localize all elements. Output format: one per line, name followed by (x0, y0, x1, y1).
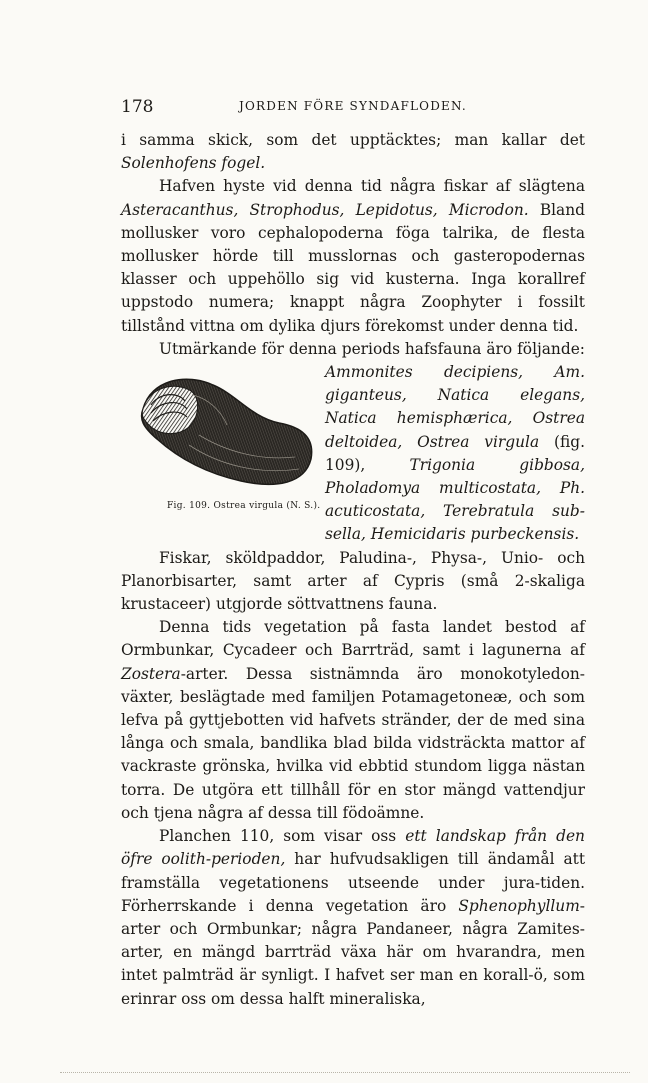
paragraph-2-text-a: Hafven hyste vid denna tid några fiskar af slägtena (159, 177, 585, 196)
figure-caption: Fig. 109. Ostrea virgula (N. S.). (167, 501, 321, 512)
body-text (121, 129, 585, 1011)
paragraph-5-italic: Zostera (121, 664, 181, 683)
page-header (121, 97, 581, 119)
paragraph-6-text-b: har hufvudsakligen till ändamål att framställa vegetationens utseende under jura-tiden. Förherrskande i denna vegetation äro (121, 850, 586, 915)
figure-109 (121, 363, 319, 523)
paragraph-2 (121, 175, 585, 337)
paragraph-3-italic-b: Trigonia gibbosa, Pholadomya multicostata, Ph. acuticostata, Terebratula subsella, Hemicidaris purbeckensis. (325, 455, 586, 544)
paragraph-5-text-b: -arter. Dessa sistnämnda äro monokotyledon-växter, beslägtade med familjen Potamagetoneæ, och som lefva på gyttjebotten vid hafvets stränder, der de med sina långa och smala, bandlika blad bilda vidsträckta mattor af vackraste grönska, hvilka vid ebbtid stundom ligga nästan torra. De utgöra ett tillhåll för en stor mängd vattendjur och tjena några af dessa till födoämne. (121, 664, 585, 822)
running-head: JORDEN FÖRE SYNDAFLODEN. (239, 99, 467, 113)
paragraph-5 (121, 616, 585, 825)
paragraph-3-text-b: (fig. 109), (325, 432, 585, 474)
paragraph-2-italic: Asteracanthus, Strophodus, Lepidotus, Microdon. (121, 200, 529, 219)
paragraph-6-italic-a: ett landskap från den öfre oolith-perioden, (121, 827, 585, 869)
paragraph-1 (121, 129, 585, 175)
paragraph-4 (121, 547, 585, 617)
paragraph-6-italic-b: Sphenophyllum (458, 896, 580, 915)
paragraph-4-text: Fiskar, sköldpaddor, Paludina-, Physa-, Unio- och Planorbisarter, samt arter af Cypris (små 2-skaliga krustaceer) utgjorde söttvattnens fauna. (121, 548, 585, 614)
paragraph-3-italic-a: Ammonites decipiens, Am. giganteus, Natica elegans, Natica hemisphærica, Ostrea deltoidea, Ostrea virgula (325, 363, 585, 451)
paragraph-3 (121, 338, 585, 547)
page-edge-rule (60, 1072, 630, 1073)
paragraph-6-text-a: Planchen 110, som visar oss (159, 827, 406, 846)
paragraph-6 (121, 825, 585, 1011)
paragraph-5-text-a: Denna tids vegetation på fasta landet bestod af Ormbunkar, Cycadeer och Barrträd, samt i lagunerna af (121, 618, 585, 660)
paragraph-1-italic: Solenhofens fogel. (121, 154, 266, 173)
paragraph-6-text-c: -arter och Ormbunkar; några Pandaneer, några Zamites-arter, en mängd barrträd växa här om hvarandra, men intet palmträd är synligt. I hafvet ser man en korall-ö, som erinrar oss om dessa halft mineraliska, (121, 896, 585, 1008)
paragraph-2-text-b: Bland mollusker voro cephalopoderna föga talrika, de flesta mollusker hörde till musslornas och gasteropodernas klasser och uppehöllo sig vid kusterna. Inga korallref uppstodo numera; knappt några Zoophyter i fossilt tillstånd vittna om dylika djurs förekomst under denna tid. (121, 200, 585, 335)
oyster-shell-icon (129, 365, 319, 495)
paragraph-1-text: i samma skick, som det upptäcktes; man kallar det (121, 131, 585, 149)
paragraph-3-text-a: Utmärkande för denna periods hafsfauna äro följande: (159, 339, 585, 358)
page-number: 178 (121, 97, 154, 117)
